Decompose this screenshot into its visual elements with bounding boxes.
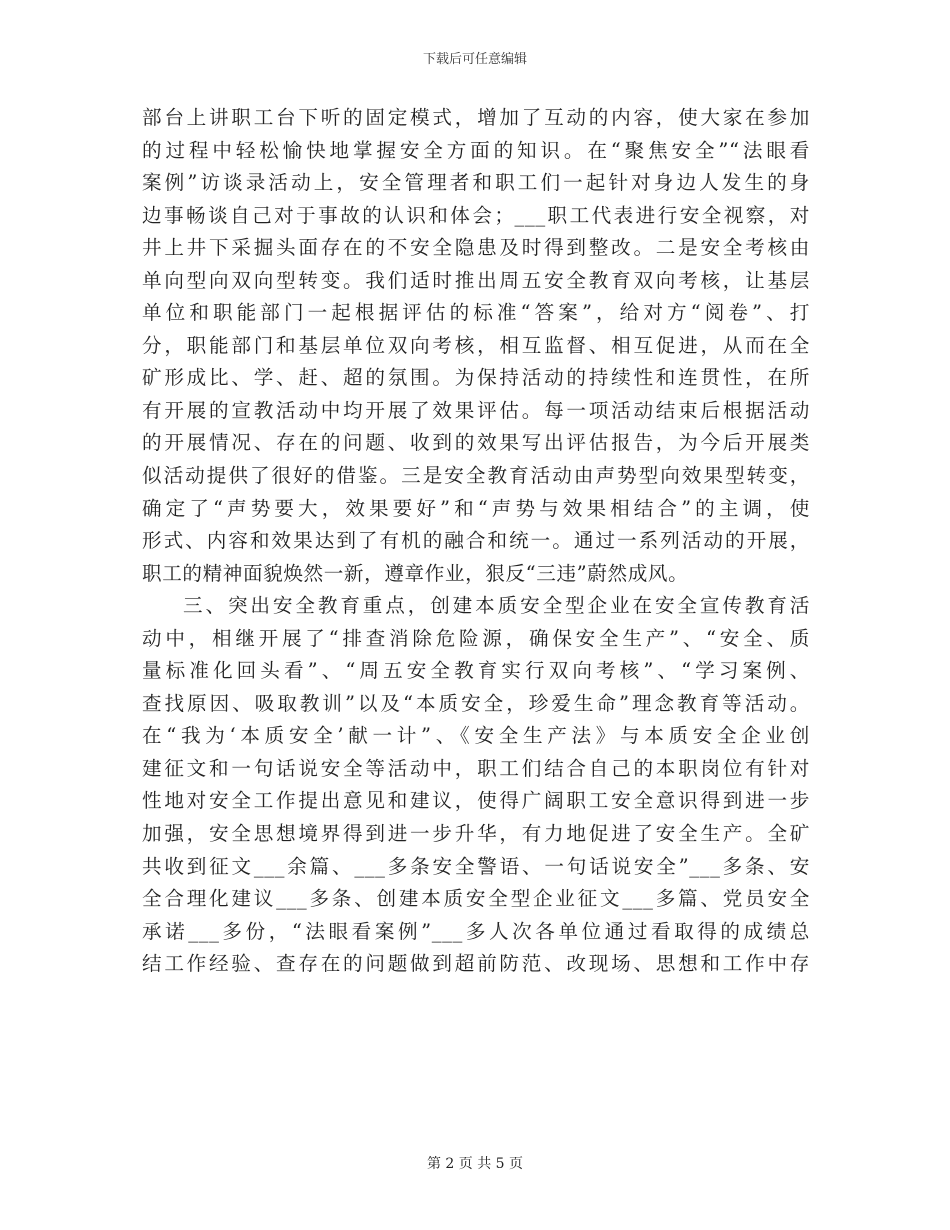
body-line: 动中，相继开展了“排查消除危险源，确保安全生产”、“安全、质: [142, 626, 810, 650]
body-line: 全合理化建议___多条、创建本质安全型企业征文___多篇、党员安全: [142, 887, 810, 911]
body-line: 单位和职能部门一起根据评估的标准“答案”，给对方“阅卷”、打: [142, 301, 810, 325]
body-line: 似活动提供了很好的借鉴。三是安全教育活动由声势型向效果型转变，: [142, 464, 810, 488]
body-line: 结工作经验、查存在的问题做到超前防范、改现场、思想和工作中存: [142, 952, 810, 976]
body-line: 查找原因、吸取教训”以及“本质安全，珍爱生命”理念教育等活动。: [142, 691, 810, 715]
body-line: 性地对安全工作提出意见和建议，使得广阔职工安全意识得到进一步: [142, 789, 810, 813]
body-line: 的过程中轻松愉快地掌握安全方面的知识。在“聚焦安全”“法眼看: [142, 138, 810, 162]
body-line: 的开展情况、存在的问题、收到的效果写出评估报告，为今后开展类: [142, 431, 810, 455]
body-line: 边事畅谈自己对于事故的认识和体会；___职工代表进行安全视察，对: [142, 203, 810, 227]
body-line: 井上井下采掘头面存在的不安全隐患及时得到整改。二是安全考核由: [142, 236, 810, 260]
body-line: 在“我为‘本质安全’献一计”、《安全生产法》与本质安全企业创: [142, 724, 810, 748]
body-line: 建征文和一句话说安全等活动中，职工们结合自己的本职岗位有针对: [142, 756, 810, 780]
body-line: 加强，安全思想境界得到进一步升华，有力地促进了安全生产。全矿: [142, 822, 810, 846]
section-three-first-line: 三、突出安全教育重点，创建本质安全型企业在安全宣传教育活: [183, 594, 810, 618]
document-body: [142, 102, 810, 981]
page-header: 下载后可任意编辑: [422, 52, 527, 67]
body-line: 分，职能部门和基层单位双向考核，相互监督、相互促进，从而在全: [142, 333, 810, 357]
body-line: 有开展的宣教活动中均开展了效果评估。每一项活动结束后根据活动: [142, 398, 810, 422]
body-line: 案例”访谈录活动上，安全管理者和职工们一起针对身边人发生的身: [142, 171, 810, 195]
page-number-footer: 第 2 页 共 5 页: [426, 1156, 524, 1172]
body-line: 部台上讲职工台下听的固定模式，增加了互动的内容，使大家在参加: [142, 106, 810, 129]
body-line: 共收到征文___余篇、___多条安全警语、一句话说安全”___多条、安: [142, 854, 810, 878]
body-line: 确定了“声势要大，效果要好”和“声势与效果相结合”的主调，使: [142, 496, 810, 520]
body-line: 矿形成比、学、赶、超的氛围。为保持活动的持续性和连贯性，在所: [142, 366, 810, 390]
body-line: 形式、内容和效果达到了有机的融合和统一。通过一系列活动的开展，: [142, 529, 810, 553]
body-line: 量标准化回头看”、“周五安全教育实行双向考核”、“学习案例、: [142, 659, 810, 683]
body-line: 承诺___多份，“法眼看案例”___多人次各单位通过看取得的成绩总: [142, 919, 810, 943]
paragraph-end-line: 职工的精神面貌焕然一新，遵章作业，狠反“三违”蔚然成风。: [142, 561, 689, 585]
body-line: 单向型向双向型转变。我们适时推出周五安全教育双向考核，让基层: [142, 268, 810, 292]
